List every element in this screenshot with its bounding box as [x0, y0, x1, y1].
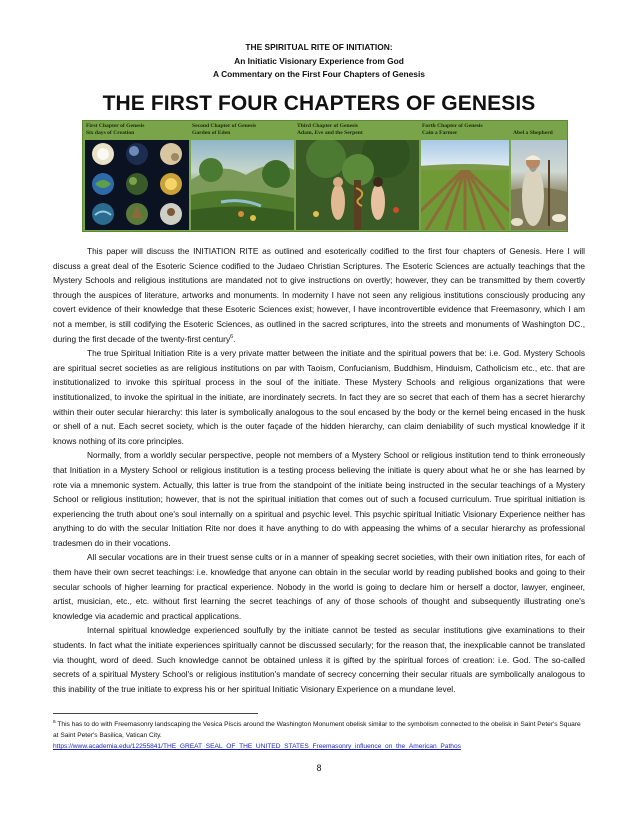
paragraph-3: Normally, from a worldly secular perspective, people not members of a Mystery School or religious institution tend to think erroneously that Initiation in a Mystery School or religious institution is a testing process believing the initiate is query about what he or she has learned by rote via a mnemonic system. Actually, this latter is true from the standpoint of the initiate being instructed in the secular teachings of a Mystery School or religious institution; however, that is not the spiritual initiation that comes out of such a focused curriculum. True spiritual initiation is experiencing the truth about one's soul internally on a spiritual and psychic level. This psychic spiritual Initiatic Visionary Experience neither has anything to do with the secular Initiation Rite nor does it have anything to do with appeasing the whims of a secular hierarchy as professional tradesmen do in their vocations.: [53, 450, 585, 548]
banner-label-third-chapter: Third Chapter of Genesis Adam, Eve and the Serpent: [297, 123, 363, 136]
footnote: [53, 719, 587, 752]
footnote-number: 6: [53, 719, 56, 725]
page-title: THE FIRST FOUR CHAPTERS OF GENESIS: [102, 92, 536, 115]
footnote-link[interactable]: https://www.academia.edu/12255841/THE_GREAT_SEAL_OF_THE_UNITED_STATES_Freemasonry_influence_on_the_American_Pathos: [53, 743, 461, 750]
creation-days-image: [85, 140, 189, 230]
abel-shepherd-image: [511, 140, 567, 230]
paragraph-5: Internal spiritual knowledge experienced soulfully by the initiate cannot be tested as secular institutions give examinations to their students. In fact what the initiate experiences spiritually cannot be discussed secularly; for the reason that, the inexplicable cannot be translated via thought, word of deed. Such knowledge cannot be obtained unless it is gifted by the spiritual forces of creation: i.e. God. The so-called secrets of a spiritual Mystery School's or religious institution's mandate of secrecy concerning their secular rituals are symbolically analogous to this inability of the true initiate to express his or her spiritual Initiatic Visionary Experience on a mundane level.: [53, 625, 585, 694]
page-number: 8: [316, 763, 322, 773]
banner-label-first-chapter: First Chapter of Genesis Six days of Creation: [86, 123, 145, 136]
banner-labels: [83, 123, 567, 139]
header-line-1: THE SPIRITUAL RITE OF INITIATION:: [245, 42, 393, 52]
running-header: [0, 41, 638, 82]
banner-label-second-chapter: Second Chapter of Genesis Garden of Eden: [192, 123, 257, 136]
garden-of-eden-image: [191, 140, 294, 230]
footnote-text: This has to do with Freemasonry landscaping the Vesica Piscis around the Washington Monument obelisk similar to the symbolism connected to the obelisk in Saint Peter's Square at Saint Peter's Basilica, Vatican City.: [53, 721, 581, 739]
adam-eve-serpent-image: [296, 140, 419, 230]
banner-label-abel: Abel a Shepherd: [513, 129, 553, 136]
article-body: [53, 244, 585, 696]
paragraph-4: All secular vocations are in their truest sense cults or in a manner of speaking secret societies, with their own initiation rites, for each of them have their own secret teachings: i.e. knowledge that anyone can obtain in the secular world by reading published books and going to their secular schools of higher learning for practical experience. Nobody in the world is going to declare him or herself a doctor, lawyer, engineer, artist, musician, etc., etc. without first learning the secret teachings of any of those schools of thought and subsequently illustrating one's knowledge via academic and practical applications.: [53, 552, 585, 621]
banner-label-fourth-chapter: Forth Chapter of Genesis Cain a Farmer: [422, 123, 483, 136]
header-line-2: An Initiatic Visionary Experience from God: [234, 55, 404, 66]
cain-farmer-field-image: [421, 140, 509, 230]
footnote-reference[interactable]: 6: [230, 333, 234, 340]
header-line-3: A Commentary on the First Four Chapters of Genesis: [213, 69, 425, 79]
genesis-chapters-banner: [82, 120, 568, 232]
paragraph-1: This paper will discuss the INITIATION RITE as outlined and esoterically codified to the first four chapters of Genesis. Here I will discuss a great deal of the Esoteric Science codified to the Judaeo Christian Scriptures. The Esoteric Sciences are actually teachings that the Mystery Schools and religious institutions are mandated not to give instructions on overtly; however, they can be transmitted by them covertly through the auspices of literature, artworks and monuments. In modernity I have not seen any religious institutions consciously producing any covert evidence of their knowledge that these Esoteric Sciences exist; however, I have incontrovertible evidence that Freemasonry, which I am not a member, is still codifying the Esoteric Sciences, as outlined in the sacred scriptures, into the streets and monuments of Washington DC., during the first decade of the twenty-first century$^6$.: [53, 246, 585, 344]
footnote-divider: [53, 713, 258, 714]
paragraph-2: The true Spiritual Initiation Rite is a very private matter between the initiate and the spiritual powers that be: i.e. God. Mystery Schools are spiritual secret societies as are religious institutions on par with Taoism, Confucianism, Buddhism, Hinduism, Catholicism etc., etc. that are institutionalized to invoke this spiritual process in the soul of the initiate. These Mystery Schools and religious organizations that were institutionalized, to invoke the spiritual in the initiate, are inordinately secrets. In fact they are so secret that each of them has a secret hierarchy within their outer secular hierarchy: this later is symbolically analogous to the soul encased by the body or the kernel being encased in the husk or shell of a nut. Each secret society, which is the outer façade of the hidden hierarchy, can claim deniability of such mystical knowledge if it knows nothing of its core principles.: [53, 348, 585, 446]
